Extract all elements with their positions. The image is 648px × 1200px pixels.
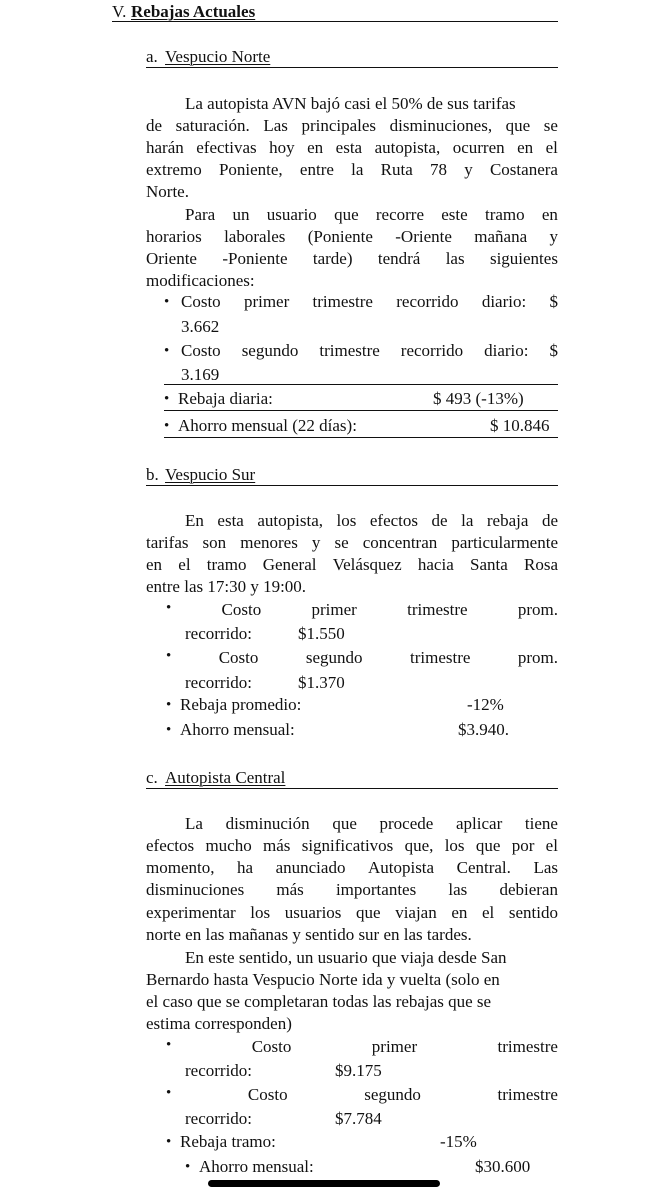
bullet-icon: • [164, 343, 170, 359]
divider [164, 384, 558, 385]
word: los [336, 511, 357, 530]
word: el [545, 836, 558, 855]
bullet-icon: • [166, 722, 172, 738]
word: esta [217, 511, 244, 530]
sub-b-para1-line3: entre las 17:30 y 19:00. [146, 577, 307, 596]
sub-a-bullet2-line1 [181, 341, 558, 361]
word: sentido [508, 903, 558, 922]
word: efectos [369, 511, 419, 530]
word: importantes [335, 880, 417, 899]
sub-c-para2-line1: Bernardo hasta Vespucio Norte ida y vuelta (solo en [146, 970, 500, 989]
word: En [185, 511, 204, 530]
sub-c-para2-line2: el caso que se completaran todas las rebajas que se [146, 992, 492, 1011]
word: segundo [305, 648, 363, 667]
word: la [351, 160, 364, 179]
word: el [545, 138, 558, 157]
sub-c-para1-line1 [146, 836, 558, 856]
word: diario: [484, 341, 529, 360]
word: el [482, 903, 495, 922]
sub-b-bullet2-value: $1.370 [298, 673, 345, 692]
home-indicator[interactable] [208, 1180, 440, 1187]
word: Santa [469, 555, 508, 574]
word: tramo [484, 205, 525, 224]
word: extremo [146, 160, 202, 179]
word: que [332, 814, 357, 833]
sub-a-underline [146, 67, 558, 68]
word: debieran [499, 880, 558, 899]
word: (Poniente [307, 227, 373, 246]
word: que [356, 903, 381, 922]
word: en [541, 205, 558, 224]
sub-c-para2-line3: estima corresponden) [146, 1014, 292, 1033]
sub-c-para2-line0: En este sentido, un usuario que viaja desde San [185, 948, 507, 967]
word: Costo [221, 600, 262, 619]
sub-c-title: Autopista Central [165, 768, 286, 787]
word: Costanera [489, 160, 558, 179]
word: por [511, 836, 535, 855]
word: efectivas [196, 138, 257, 157]
sub-a-ahorro-value: $ 10.846 [490, 416, 550, 435]
word: en [146, 555, 163, 574]
section-number: V. [112, 2, 127, 21]
sub-a-letter: a. [146, 47, 158, 66]
divider [164, 410, 558, 411]
word: procede [379, 814, 434, 833]
word: momento, [146, 858, 215, 877]
sub-a-para1-line2 [146, 138, 558, 158]
sub-b-bullet1-value: $1.550 [298, 624, 345, 643]
sub-b-underline [146, 485, 558, 486]
sub-b-bullet1-line1 [166, 600, 558, 620]
bullet-icon: • [166, 1134, 172, 1150]
word: Las [533, 858, 558, 877]
word: primer [243, 292, 290, 311]
word: el [178, 555, 191, 574]
word: diario: [481, 292, 527, 311]
word: Costo [181, 292, 221, 311]
divider [164, 437, 558, 438]
sub-a-bullet2-line2: 3.169 [181, 365, 220, 384]
word: más [263, 836, 291, 855]
word: trimestre [497, 1085, 558, 1104]
word: más [276, 880, 304, 899]
word: trimestre [407, 600, 468, 619]
sub-b-letter: b. [146, 465, 159, 484]
word: trimestre [319, 341, 380, 360]
sub-c-bullet2-label: recorrido: [185, 1109, 253, 1128]
sub-b-bullet1-label: recorrido: [185, 624, 253, 643]
sub-c-rebaja-value: -15% [440, 1132, 477, 1151]
word: entre [299, 160, 334, 179]
sub-a-bullet1-line2: 3.662 [181, 317, 220, 336]
word: este [441, 205, 468, 224]
sub-a-title: Vespucio Norte [165, 47, 271, 66]
sub-a-para1-line1 [146, 116, 558, 136]
word: rebaja [486, 511, 529, 530]
word: saturación. [175, 116, 250, 135]
word: Central. [456, 858, 511, 877]
word: efectos [146, 836, 195, 855]
sub-c-bullet2-value: $7.784 [335, 1109, 382, 1128]
sub-c-bullet1-value: $9.175 [335, 1061, 382, 1080]
sub-a-rebaja-label: Rebaja diaria: [178, 389, 273, 408]
word: mañana [474, 227, 528, 246]
sub-a-bullet1-line1 [181, 292, 558, 312]
sub-a-para2-line0 [185, 205, 558, 225]
word: las [448, 880, 468, 899]
sub-b-para1-line2 [146, 555, 558, 575]
word: disminuciones, [389, 116, 493, 135]
sub-a-para1-line0: La autopista AVN bajó casi el 50% de sus tarifas [185, 94, 516, 113]
sub-c-ahorro-value: $30.600 [475, 1157, 531, 1176]
sub-c-bullet1-line1 [166, 1037, 558, 1057]
word: tiene [524, 814, 558, 833]
sub-c-para1-line5: norte en las mañanas y sentido sur en las tardes. [146, 925, 472, 944]
word: que, [404, 836, 434, 855]
bullet-icon: • [166, 697, 172, 713]
word: se [334, 533, 349, 552]
word: y [549, 227, 558, 246]
word: recorrido [396, 292, 459, 311]
word: prom. [517, 648, 558, 667]
word: -Poniente [222, 249, 288, 268]
word: viajan [395, 903, 437, 922]
word: que [505, 116, 531, 135]
word: los [444, 836, 465, 855]
word: disminución [225, 814, 310, 833]
sub-c-para1-line4 [146, 903, 558, 923]
word: primer [371, 1037, 418, 1056]
sub-a-ahorro-label: Ahorro mensual (22 días): [178, 416, 357, 435]
word: $ [549, 341, 558, 360]
sub-b-rebaja-value: -12% [467, 695, 504, 714]
sub-a-para1-line3 [146, 160, 558, 180]
word: Las [263, 116, 288, 135]
word: se [543, 116, 558, 135]
word: Autopista [367, 858, 435, 877]
word: aplicar [455, 814, 503, 833]
word: prom. [517, 600, 558, 619]
bullet-icon: • [164, 391, 170, 407]
sub-b-ahorro-label: Ahorro mensual: [180, 720, 295, 739]
word: y [311, 533, 321, 552]
bullet-icon: • [166, 648, 172, 664]
word: segundo [241, 341, 299, 360]
word: La [185, 814, 203, 833]
sub-b-ahorro-value: $3.940. [458, 720, 509, 739]
word: siguientes [489, 249, 558, 268]
word: General [262, 555, 317, 574]
word: en [517, 138, 534, 157]
word: trimestre [312, 292, 373, 311]
word: usuarios [284, 903, 342, 922]
word: son [202, 533, 227, 552]
bullet-icon: • [166, 1037, 172, 1053]
sub-c-bullet1-label: recorrido: [185, 1061, 253, 1080]
sub-c-para1-line3 [146, 880, 558, 900]
word: particularmente [451, 533, 558, 552]
sub-a-rebaja-value: $ 493 (-13%) [433, 389, 524, 408]
word: principales [301, 116, 377, 135]
section-title: Rebajas Actuales [131, 2, 256, 21]
sub-a-para2-line2 [146, 249, 558, 269]
word: $ [549, 292, 558, 311]
sub-c-rebaja-label: Rebaja tramo: [180, 1132, 276, 1151]
word: segundo [364, 1085, 421, 1104]
word: laborales [224, 227, 286, 246]
word: un [232, 205, 250, 224]
word: primer [311, 600, 357, 619]
bullet-icon: • [166, 600, 172, 616]
bullet-icon: • [164, 294, 170, 310]
word: recorrido [400, 341, 464, 360]
word: de [541, 511, 558, 530]
word: trimestre [497, 1037, 558, 1056]
word: Costo [247, 1085, 288, 1104]
word: de [146, 116, 163, 135]
sub-b-bullet2-label: recorrido: [185, 673, 253, 692]
word: Poniente, [218, 160, 283, 179]
word: y [464, 160, 473, 179]
word: mucho [205, 836, 252, 855]
sub-b-para1-line0 [185, 511, 558, 531]
word: Costo [251, 1037, 292, 1056]
sub-c-para1-line2 [146, 858, 558, 878]
sub-c-letter: c. [146, 768, 158, 787]
sub-c-bullet2-line1 [166, 1085, 558, 1105]
sub-a-para2-line1 [146, 227, 558, 247]
sub-c-para1-line0 [185, 814, 558, 834]
word: menores [240, 533, 298, 552]
section-underline [112, 21, 558, 22]
word: autopista, [257, 511, 323, 530]
word: harán [146, 138, 184, 157]
word: ocurren [452, 138, 505, 157]
word: en [307, 138, 324, 157]
word: ha [237, 858, 254, 877]
bullet-icon: • [166, 1085, 172, 1101]
sub-b-para1-line1 [146, 533, 558, 553]
word: significativos [301, 836, 394, 855]
word: tarifas [146, 533, 189, 552]
word: -Oriente [395, 227, 452, 246]
word: hoy [269, 138, 295, 157]
word: recorre [375, 205, 424, 224]
word: los [250, 903, 271, 922]
sub-c-ahorro-label: Ahorro mensual: [199, 1157, 314, 1176]
word: trimestre [409, 648, 471, 667]
word: hacia [417, 555, 454, 574]
word: horarios [146, 227, 202, 246]
sub-a-para1-line4: Norte. [146, 182, 189, 201]
word: que [334, 205, 359, 224]
word: que [475, 836, 501, 855]
word: en [451, 903, 468, 922]
word: concentran [362, 533, 438, 552]
word: tarde) [312, 249, 353, 268]
word: disminuciones [146, 880, 245, 899]
word: tendrá [377, 249, 421, 268]
word: de [431, 511, 448, 530]
sub-b-rebaja-label: Rebaja promedio: [180, 695, 302, 714]
word: Rosa [524, 555, 558, 574]
sub-b-title: Vespucio Sur [165, 465, 256, 484]
word: anunciado [275, 858, 346, 877]
word: tramo [206, 555, 247, 574]
sub-c-underline [146, 788, 558, 789]
word: autopista, [374, 138, 441, 157]
word: usuario [266, 205, 317, 224]
word: Costo [218, 648, 259, 667]
bullet-icon: • [185, 1159, 191, 1175]
sub-b-bullet2-line1 [166, 648, 558, 668]
sub-a-para2-line3: modificaciones: [146, 271, 255, 290]
word: 78 [430, 160, 447, 179]
word: Costo [181, 341, 221, 360]
word: la [461, 511, 474, 530]
word: las [445, 249, 465, 268]
word: Para [185, 205, 216, 224]
word: esta [335, 138, 363, 157]
word: experimentar [146, 903, 236, 922]
word: Ruta [380, 160, 413, 179]
bullet-icon: • [164, 418, 170, 434]
word: Velásquez [332, 555, 402, 574]
word: Oriente [146, 249, 197, 268]
